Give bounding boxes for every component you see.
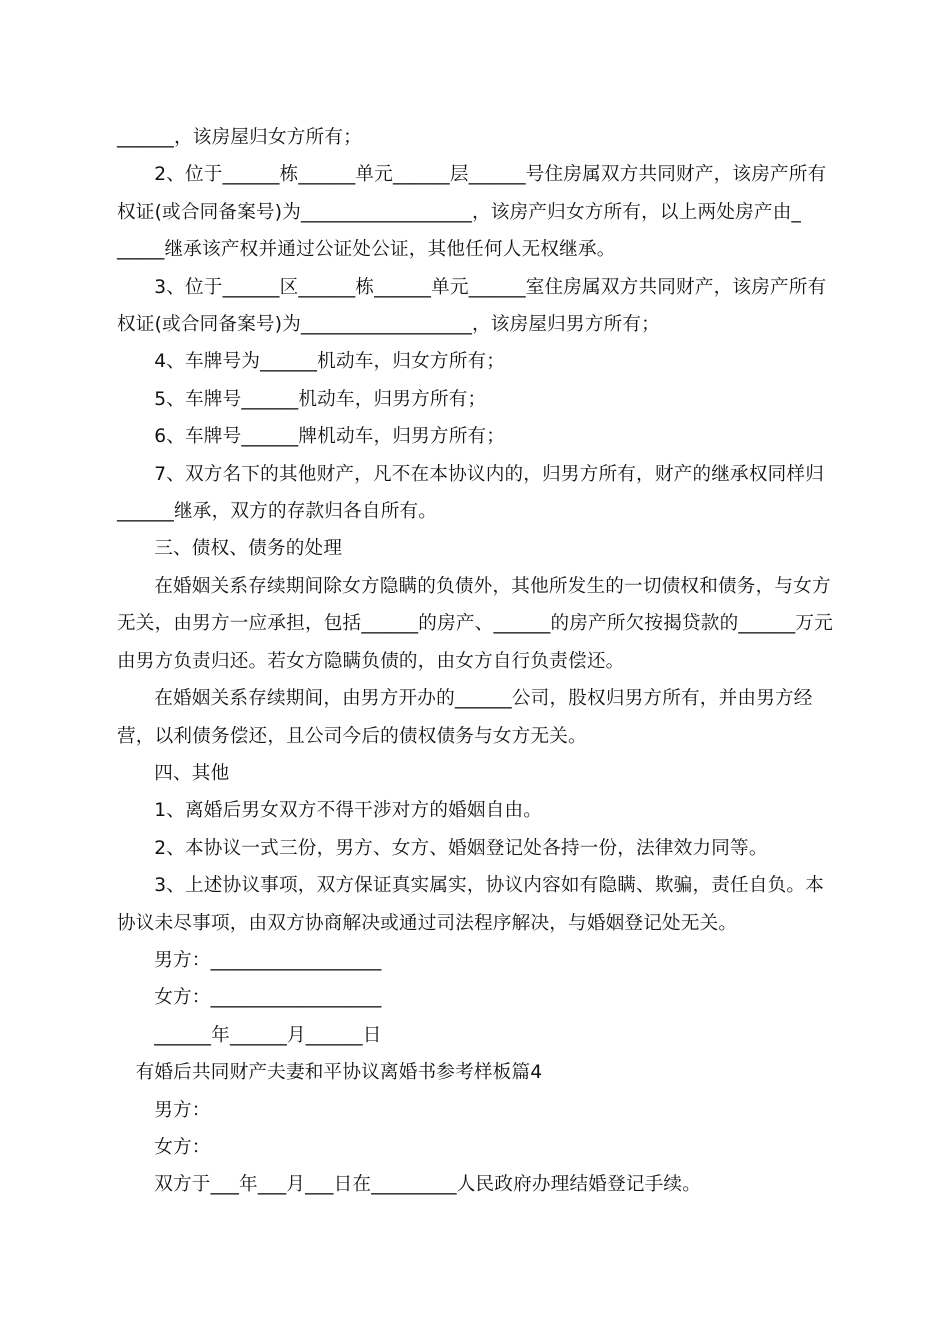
paragraph-item-7-other-property: 7、双方名下的其他财产，凡不在本协议内的，归男方所有，财产的继承权同样归______继承，双方的存款归各自所有。 bbox=[117, 463, 825, 523]
paragraph-debts-handling: 在婚姻关系存续期间除女方隐瞒的负债外，其他所发生的一切债权和债务，与女方无关，由男方一应承担，包括______的房产、______的房产所欠按揭贷款的______万元由男方负责归还。若女方隐瞒负债的，由女方自行负责偿还。 bbox=[117, 575, 833, 672]
paragraph-other-item-3: 3、上述协议事项，双方保证真实属实，协议内容如有隐瞒、欺骗，责任自负。本协议未尽事项，由双方协商解决或通过司法程序解决，与婚姻登记处无关。 bbox=[117, 875, 825, 934]
paragraph-house-ownership-female: ______，该房屋归女方所有； bbox=[117, 127, 362, 148]
section-title-template-4: 有婚后共同财产夫妻和平协议离婚书参考样板篇4 bbox=[135, 1062, 543, 1084]
document-body bbox=[117, 119, 837, 1204]
paragraph-other-item-2: 2、本协议一式三份，男方、女方、婚姻登记处各持一份，法律效力同等。 bbox=[154, 837, 768, 859]
paragraph-item-4-vehicle: 4、车牌号为______机动车，归女方所有； bbox=[154, 351, 506, 373]
paragraph-item-2-shared-house: 2、位于______栋______单元______层______号住房属双方共同财产，该房产所有权证(或合同备案号)为__________________，该房产归女方所有，以上两处房产由_ _____继承该产权并通过公证处公证，其他任何人无权继承。 bbox=[117, 164, 827, 261]
signature-date: ______年______月______日 bbox=[154, 1024, 382, 1046]
signature-male: 男方：__________________ bbox=[154, 949, 382, 971]
paragraph-item-3-shared-house: 3、位于______区______栋______单元______室住房属双方共同财产，该房产所有权证(或合同备案号)为__________________，该房屋归男方所有； bbox=[117, 276, 827, 336]
section-heading-other: 四、其他 bbox=[154, 762, 230, 784]
section-heading-debts: 三、债权、债务的处理 bbox=[154, 538, 343, 560]
paragraph-item-6-vehicle: 6、车牌号______牌机动车，归男方所有； bbox=[154, 426, 506, 448]
paragraph-other-item-1: 1、离婚后男女双方不得干涉对方的婚姻自由。 bbox=[154, 800, 543, 822]
party-female-label: 女方： bbox=[154, 1136, 211, 1158]
paragraph-company-equity: 在婚姻关系存续期间，由男方开办的______公司，股权归男方所有，并由男方经营，以利债务偿还，且公司今后的债权债务与女方无关。 bbox=[117, 688, 813, 747]
party-male-label: 男方： bbox=[154, 1099, 211, 1121]
paragraph-marriage-registration: 双方于___年___月___日在_________人民政府办理结婚登记手续。 bbox=[154, 1174, 702, 1196]
signature-female: 女方：__________________ bbox=[154, 987, 382, 1009]
paragraph-item-5-vehicle: 5、车牌号______机动车，归男方所有； bbox=[154, 388, 487, 410]
